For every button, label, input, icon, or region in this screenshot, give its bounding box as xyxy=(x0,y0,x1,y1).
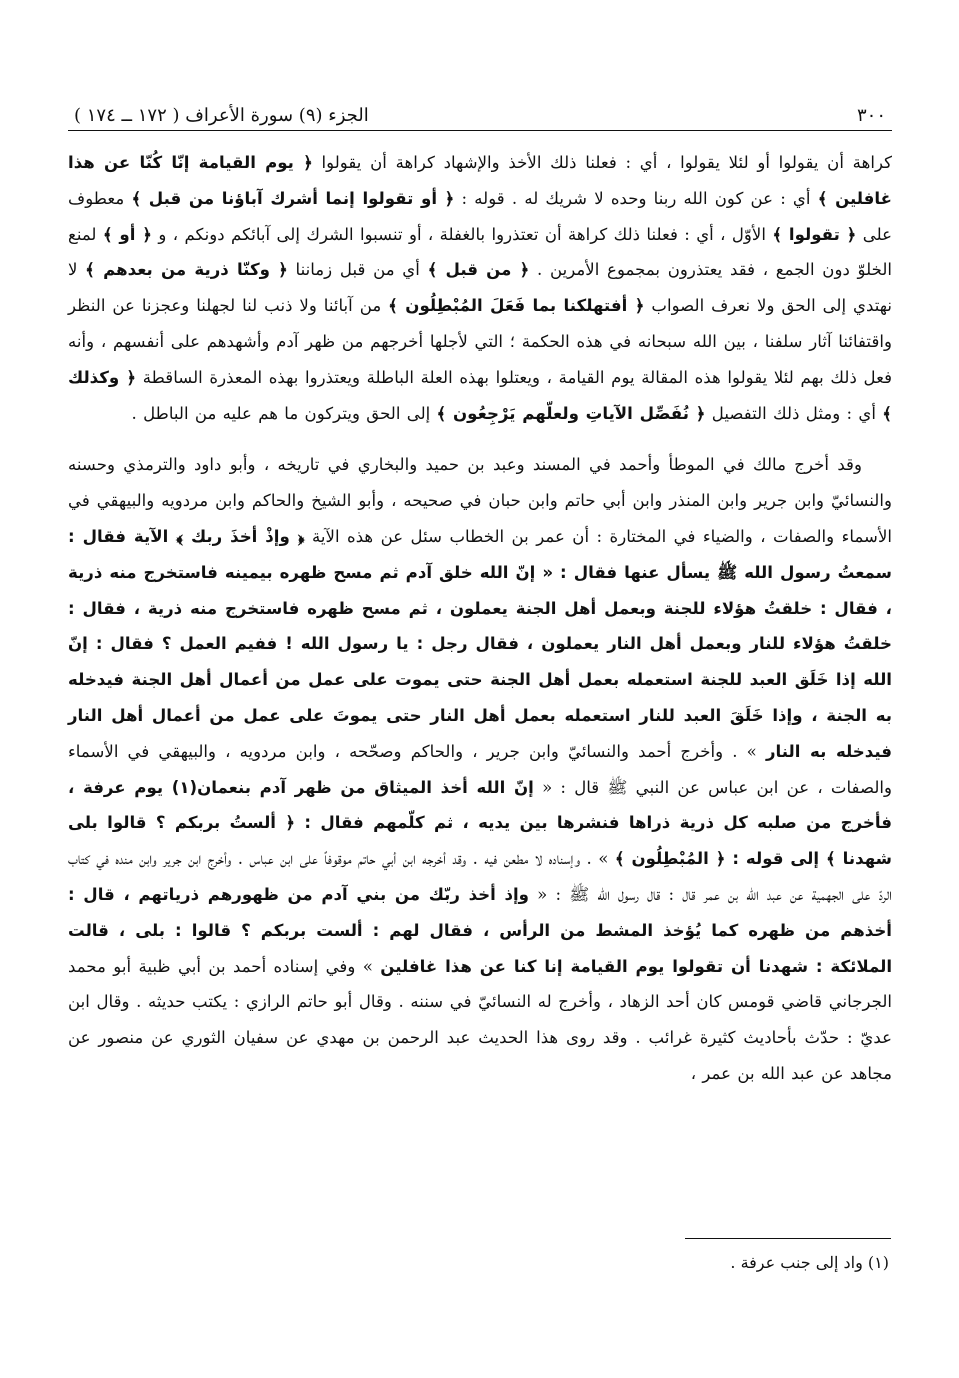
quoted-text-span: ﴿ وكذلك ﴾ xyxy=(68,367,892,423)
text-span: من آبائنا ولا ذنب لنا لجهلنا وعجزنا عن النظر واقتفائنا آثار سلفنا ، بين الله سبحانه في هذه الحكمة ؛ التي لأجلها أخرجهم من ظهر آدم وأشهدهم على أنفسهم ، وأنه فعل ذلك بهم لئلا يقولوا هذه المقالة يوم القيامة ، ويعتلوا بهذه العلة الباطلة ويعتذروا بهذه المعذرة الساقطة xyxy=(68,296,893,387)
text-span: » . وأخرج أحمد والنسائيّ وابن جرير ، والحاكم وصحّحه ، وابن مردويه ، والبيهقي في الأسماء والصفات ، عن ابن عباس عن النبي ﷺ قال : « xyxy=(68,741,893,797)
quoted-text-span: ﴿ يوم القيامة إنّا كُنّا عن هذا غافلين ﴾ xyxy=(68,153,892,208)
commentary-paragraph xyxy=(68,145,892,431)
text-span: أي : ومثل ذلك التفصيل xyxy=(711,403,876,423)
hadith-paragraph xyxy=(68,447,892,1091)
text-span: » . وإسناده لا مطعن فيه . وقد أخرجه ابن أبي حاتم موقوفاً على ابن عباس . وأخرج ابن جرير وابن منده في كتاب الردّ على الجهمية عن عبد الله بن عمر قال : قال رسول الله ﷺ : « xyxy=(68,849,892,904)
footnote: (١) واد إلى جنب عرفة . xyxy=(730,1253,889,1272)
text-span: وقد أخرج مالك في الموطأ وأحمد في المسند وعبد بن حميد والبخاري في تاريخه ، وأبو داود والترمذي وحسنه والنسائيّ وابن جرير وابن المنذر وابن أبي حاتم وابن حبان في صحيحه ، وأبو الشيخ والحاكم وابن مردويه والبيهقي في الأسماء والصفات ، والضياء في المختارة : أن عمر بن الخطاب سئل عن هذه الآية xyxy=(68,455,893,546)
page-number: ٣٠٠ xyxy=(856,105,886,126)
quoted-text-span: وإذ أخذ ربّك من بني آدم من ظهورهم ذرياتهم ، قال : أخذهم من ظهره كما يُؤخذ المشط من الرأس ، فقال لهم : ألست بربكم ؟ قالوا : بلى ، قالت الملائكة : شهدنا أن تقولوا يوم القيامة إنا كنا عن هذا غافلين xyxy=(68,884,893,976)
text-span: معطوف على xyxy=(68,188,892,244)
text-span: الأوّل ، أي : فعلنا ذلك كراهة أن تعتذروا بالغفلة ، أو تنسبوا الشرك إلى آبائكم دونكم ، و xyxy=(158,224,766,244)
text-span: أي : عن كون الله ربنا وحده لا شريك له . قوله : xyxy=(461,188,811,208)
text-span: إلى الحق ويتركون ما هم عليه من الباطل . xyxy=(131,403,431,423)
footnote-rule xyxy=(685,1238,891,1239)
book-page xyxy=(68,92,892,1092)
text-span: لمنع الخلوّ دون الجمع ، فقد يعتذرون بمجموع الأمرين . xyxy=(68,224,892,280)
quoted-text-span: ﴿ أو ﴾ xyxy=(102,224,153,244)
text-span: » وفي إسناده أحمد بن أبي ظبية أبو محمد الجرجاني قاضي قومس كان أحد الزهاد ، وأخرج له النسائيّ في سننه . وقال أبو حاتم الرازي : يكتب حديثه . وقال ابن عديّ : حدّث بأحاديث كثيرة غرائب . وقد روى هذا الحديث عبد الرحمن بن مهدي عن سفيان الثوري عن منصور عن مجاهد عن عبد الله بن عمر ، xyxy=(68,956,892,1083)
quoted-text-span: ﴿ أفتهلكنا بما فَعَلَ المُبْطِلُون ﴾ xyxy=(388,296,645,316)
quoted-text-span: ﴿ من قبل ﴾ xyxy=(427,260,530,280)
running-title: الجزء (٩) سورة الأعراف ( ١٧٢ ــ ١٧٤ ) xyxy=(74,105,369,126)
header-rule xyxy=(68,130,892,131)
text-span: كراهة أن يقولوا أو لئلا يقولوا ، أي : فعلنا ذلك الأخذ والإشهاد كراهة أن يقولوا xyxy=(321,153,892,172)
quoted-text-span: ﴿ نُفَصِّل الآياتِ ولعلّهم يَرْجِعُون ﴾ xyxy=(436,403,706,423)
running-header xyxy=(68,92,892,126)
text-span: أي من قبل زماننا xyxy=(295,260,420,280)
quoted-text-span: ﴿ وإذْ أخذَ ربك ﴾ الآية فقال : سمعتُ رسول الله ﷺ يسأل عنها فقال : « إنّ الله خلق آدم ثم مسح ظهره بيمينه فاستخرج منه ذرية ، فقال : خلقتُ هؤلاء للجنة وبعمل أهل الجنة يعملون ، ثم مسح ظهره فاستخرج منه ذرية ، فقال : خلقتُ هؤلاء للنار وبعمل أهل النار يعملون ، فقال رجل : يا رسول الله ! ففيم العمل ؟ فقال : إنّ الله إذا خَلَق العبد للجنة استعمله بعمل أهل الجنة حتى يموت على عمل من أعمال أهل الجنة فيدخله به الجنة ، وإذا خَلَقَ العبد للنار استعمله بعمل أهل النار حتى يموتَ على عمل من أعمال أهل النار فيدخله به النار xyxy=(68,526,892,761)
quoted-text-span: ﴿ تقولوا ﴾ xyxy=(772,224,857,244)
quoted-text-span: ﴿ أو تقولوا إنما أشرك آباؤنا من قبل ﴾ xyxy=(131,188,455,208)
text-span: لا نهتدي إلى الحق ولا نعرف الصواب xyxy=(68,260,893,316)
quoted-text-span: ﴿ وكنّا ذرية من بعدهم ﴾ xyxy=(85,260,288,280)
quoted-text-span: إنّ الله أخذ الميثاق من ظهر آدم بنعمان(١) يوم عرفة ، فأخرج من صلبه كل ذرية ذراها فنشرها بين يديه ، ثم كلّمهم فقال : ﴿ ألستُ بربكم ؟ قالوا بلى شهدنا ﴾ إلى قوله : ﴿ المُبْطِلُون ﴾ xyxy=(68,777,892,869)
